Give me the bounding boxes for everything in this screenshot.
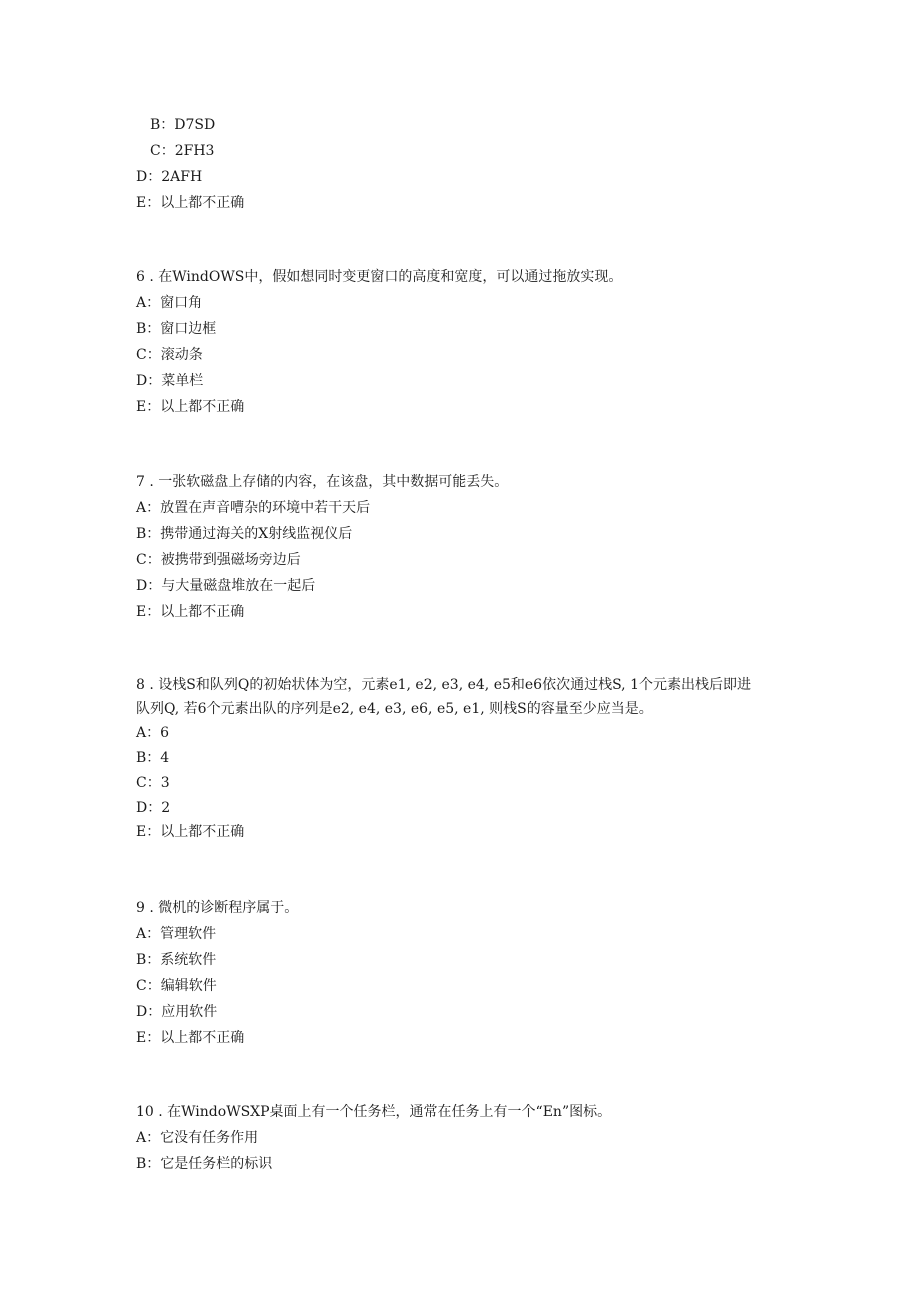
q8-option-e: E：以上都不正确 (136, 824, 245, 840)
q8-option-b: B：4 (136, 750, 170, 766)
q9-option-a: A：管理软件 (136, 926, 217, 942)
q5-option-b: B：D7SD (150, 117, 216, 133)
q7-option-a: A：放置在声音嘈杂的环境中若干天后 (136, 500, 371, 516)
q5-option-e: E：以上都不正确 (136, 195, 245, 211)
q6-option-d: D：菜单栏 (136, 373, 204, 389)
q8-option-d: D：2 (136, 800, 171, 816)
q6-option-a: A：窗口角 (136, 295, 203, 311)
q9-option-b: B：系统软件 (136, 952, 217, 968)
question-8-line-2: 队列Q, 若6个元素出队的序列是e2, e4, e3, e6, e5, e1, 则栈S的容量至少应当是。 (136, 701, 653, 717)
question-7: 7 . 一张软磁盘上存储的内容，在该盘，其中数据可能丢失。 (136, 474, 509, 490)
q6-option-b: B：窗口边框 (136, 321, 217, 337)
q9-option-e: E：以上都不正确 (136, 1030, 245, 1046)
question-8-line-1: 8 . 设栈S和队列Q的初始状体为空，元素e1, e2, e3, e4, e5和e6依次通过栈S, 1个元素出栈后即进 (136, 677, 751, 693)
q7-option-d: D：与大量磁盘堆放在一起后 (136, 578, 316, 594)
q9-option-d: D：应用软件 (136, 1004, 218, 1020)
q10-option-a: A：它没有任务作用 (136, 1130, 259, 1146)
q6-option-c: C：滚动条 (136, 347, 203, 363)
q10-option-b: B：它是任务栏的标识 (136, 1156, 273, 1172)
question-6: 6 . 在WindOWS中，假如想同时变更窗口的高度和宽度，可以通过拖放实现。 (136, 269, 623, 285)
q6-option-e: E：以上都不正确 (136, 399, 245, 415)
q9-option-c: C：编辑软件 (136, 978, 217, 994)
q7-option-c: C：被携带到强磁场旁边后 (136, 552, 301, 568)
q5-option-c: C：2FH3 (150, 143, 215, 159)
q7-option-b: B：携带通过海关的X射线监视仪后 (136, 526, 353, 542)
q7-option-e: E：以上都不正确 (136, 604, 245, 620)
question-10: 10 . 在WindoWSXP桌面上有一个任务栏，通常在任务上有一个“En”图标。 (136, 1104, 612, 1120)
q5-option-d: D：2AFH (136, 169, 203, 185)
q8-option-a: A：6 (136, 725, 170, 741)
q8-option-c: C：3 (136, 775, 170, 791)
question-9: 9 . 微机的诊断程序属于。 (136, 900, 299, 916)
